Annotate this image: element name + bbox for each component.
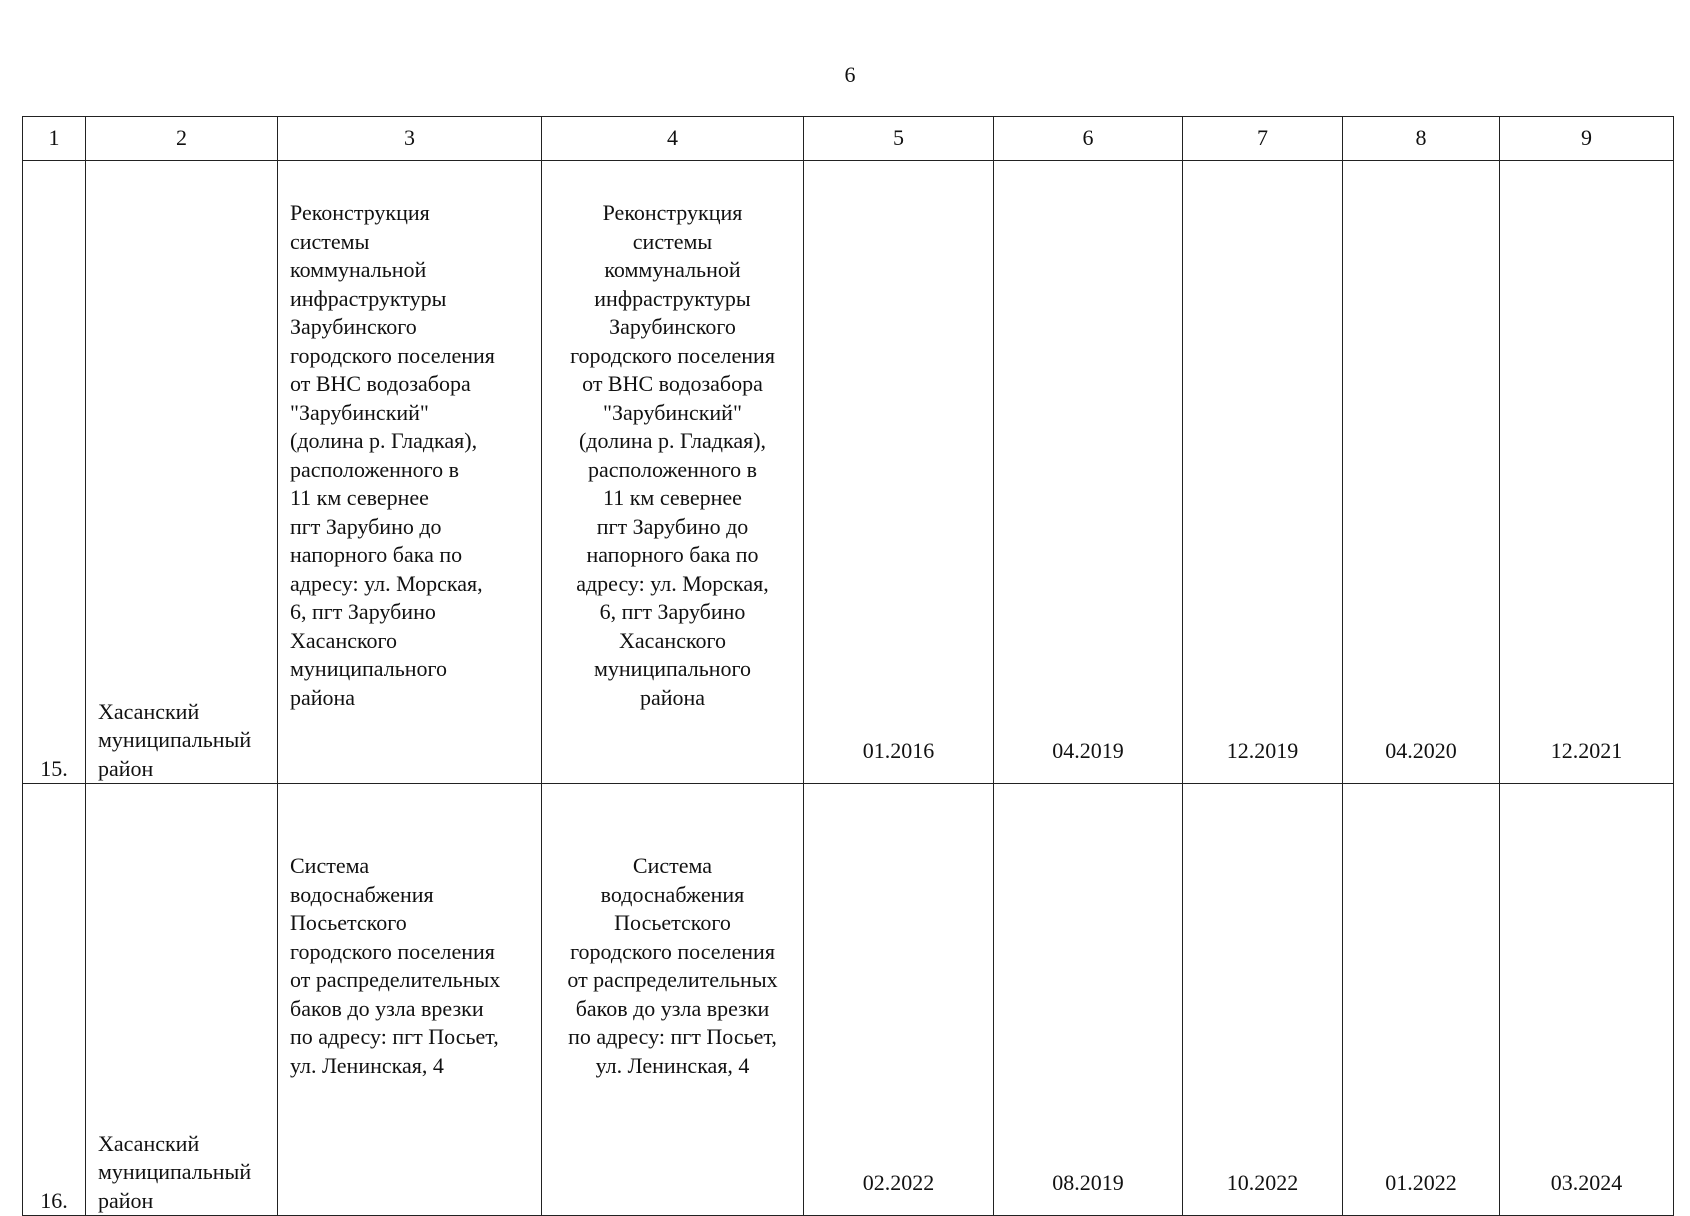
date-col-9: 12.2021 — [1500, 161, 1674, 784]
object-description-text: Реконструкция системы коммунальной инфраструктуры Зарубинского городского поселения от ВНС водозабора "Зарубинский" (долина р. Гладкая), расположенного в 11 км севернее пгт Зарубино до напорного бака по адресу: ул. Морская, 6, пгт Зарубино Хасанского муниципального района — [570, 200, 775, 710]
date-col-6: 04.2019 — [994, 161, 1183, 784]
date-col-9: 03.2024 — [1500, 784, 1674, 1216]
table-row — [23, 784, 1674, 1216]
page-number: 6 — [844, 62, 856, 87]
table-row — [23, 161, 1674, 784]
date-col-5: 01.2016 — [804, 161, 994, 784]
header-col-2: 2 — [86, 117, 278, 161]
header-col-8: 8 — [1343, 117, 1500, 161]
header-col-7: 7 — [1183, 117, 1343, 161]
district-text: Хасанский муниципальный район — [98, 698, 252, 781]
date-col-8: 04.2020 — [1343, 161, 1500, 784]
data-table — [22, 116, 1674, 1216]
date-col-7: 10.2022 — [1183, 784, 1343, 1216]
header-col-4: 4 — [542, 117, 804, 161]
table-header — [23, 117, 1674, 161]
district-cell — [86, 161, 278, 784]
row-number: 16. — [23, 784, 86, 1216]
header-col-9: 9 — [1500, 117, 1674, 161]
row-number: 15. — [23, 161, 86, 784]
date-col-7: 12.2019 — [1183, 161, 1343, 784]
district-cell — [86, 784, 278, 1216]
object-name-cell — [278, 161, 542, 784]
date-col-5: 02.2022 — [804, 784, 994, 1216]
object-description-cell — [542, 161, 804, 784]
object-name-text: Система водоснабжения Посьетского городского поселения от распределительных баков до узла врезки по адресу: пгт Посьет, ул. Ленинская, 4 — [290, 853, 501, 1078]
header-col-3: 3 — [278, 117, 542, 161]
header-col-6: 6 — [994, 117, 1183, 161]
object-description-text: Система водоснабжения Посьетского городского поселения от распределительных баков до узла врезки по адресу: пгт Посьет, ул. Ленинская, 4 — [567, 853, 778, 1078]
date-col-8: 01.2022 — [1343, 784, 1500, 1216]
object-name-text: Реконструкция системы коммунальной инфраструктуры Зарубинского городского поселения от ВНС водозабора "Зарубинский" (долина р. Гладкая), расположенного в 11 км севернее пгт Зарубино до напорного бака по адресу: ул. Морская, 6, пгт Зарубино Хасанского муниципального района — [290, 200, 495, 710]
header-col-1: 1 — [23, 117, 86, 161]
object-name-cell — [278, 784, 542, 1216]
header-row — [23, 117, 1674, 161]
district-text: Хасанский муниципальный район — [98, 1130, 252, 1213]
header-col-5: 5 — [804, 117, 994, 161]
date-col-6: 08.2019 — [994, 784, 1183, 1216]
object-description-cell — [542, 784, 804, 1216]
